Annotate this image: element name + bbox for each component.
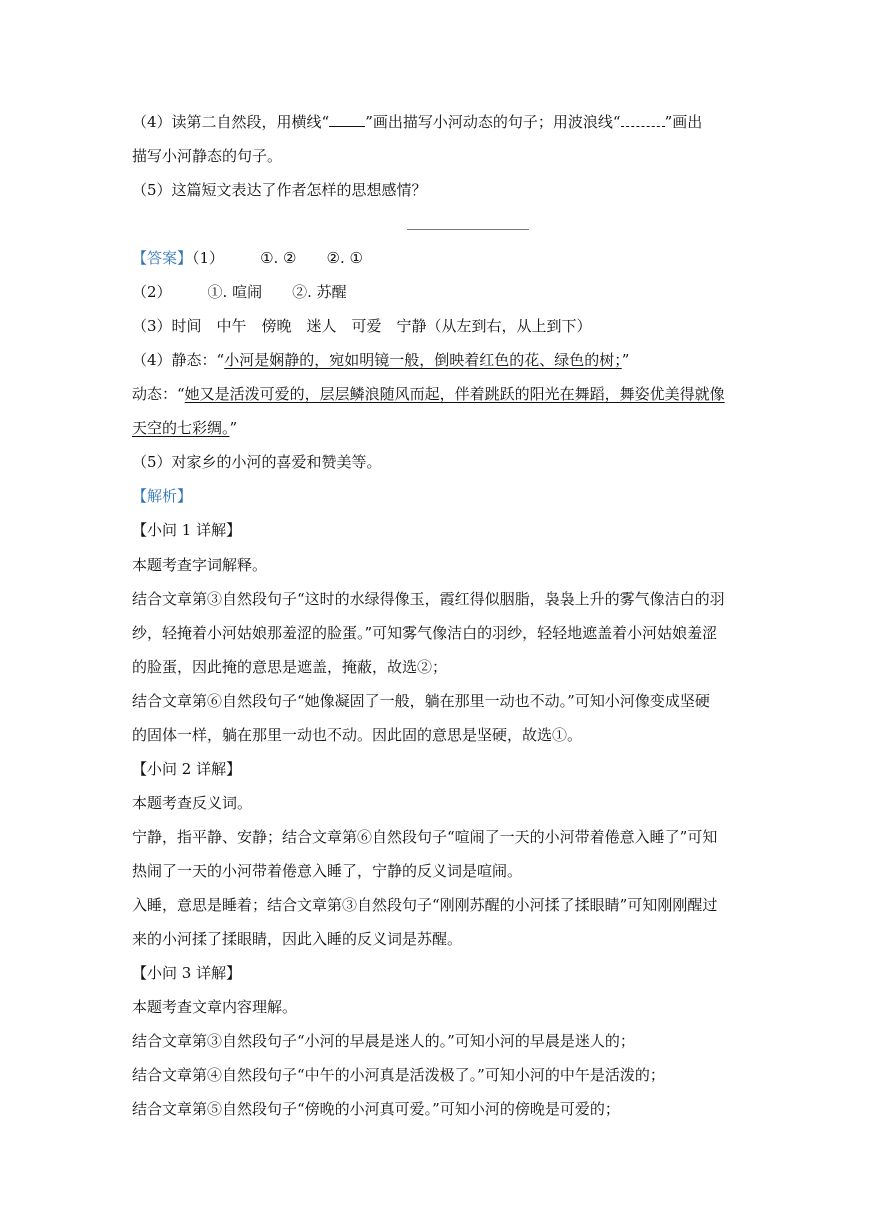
subquestion-2-line: 本题考查反义词。 bbox=[132, 794, 253, 812]
answer-label: 【答案】 bbox=[132, 249, 193, 267]
q4-prefix: （4）读第二自然段，用横线“ bbox=[132, 113, 330, 131]
answer-4-static bbox=[132, 350, 629, 370]
subquestion-1-title: 【小问 1 详解】 bbox=[132, 521, 242, 539]
answer-2-item-1: ①. 喧闹 bbox=[207, 283, 263, 301]
subquestion-2-line: 来的小河揉了揉眼睛，因此入睡的反义词是苏醒。 bbox=[132, 930, 463, 948]
subquestion-2-title: 【小问 2 详解】 bbox=[132, 760, 242, 778]
analysis-label: 【解析】 bbox=[132, 487, 193, 505]
answer-3: （3）时间 中午 傍晚 迷人 可爱 宁静（从左到右，从上到下） bbox=[132, 317, 592, 335]
q4-mid: ”画出描写小河动态的句子；用波浪线“ bbox=[365, 113, 621, 131]
subquestion-2-line: 入睡，意思是睡着；结合文章第③自然段句子“刚刚苏醒的小河揉了揉眼睛”可知刚刚醒过 bbox=[132, 896, 718, 914]
subquestion-1-line: 的脸蛋，因此掩的意思是遮盖，掩蔽，故选②； bbox=[132, 658, 448, 676]
subquestion-3-line: 结合文章第③自然段句子“小河的早晨是迷人的。”可知小河的早晨是迷人的； bbox=[132, 1032, 635, 1050]
answer-4-prefix: （4）静态：“ bbox=[132, 351, 225, 369]
answer-4-static-sentence: 小河是娴静的，宛如明镜一般，倒映着红色的花、绿色的树； bbox=[224, 351, 622, 369]
answer-2-item-2: ②. 苏醒 bbox=[292, 283, 347, 301]
subquestion-1-line: 本题考查字词解释。 bbox=[132, 556, 268, 574]
answer-line-1 bbox=[132, 248, 363, 268]
subquestion-3-line: 结合文章第⑤自然段句子“傍晚的小河真可爱。”可知小河的傍晚是可爱的； bbox=[132, 1100, 620, 1118]
wavy-line-sample bbox=[621, 113, 665, 127]
subquestion-1-line: 的固体一样，躺在那里一动也不动。因此固的意思是坚硬，故选①。 bbox=[132, 726, 583, 744]
subquestion-1-line: 纱，轻掩着小河姑娘那羞涩的脸蛋。”可知雾气像洁白的羽纱，轻轻地遮盖着小河姑娘羞涩 bbox=[132, 624, 718, 642]
answer-4-dynamic-end: ” bbox=[229, 419, 238, 437]
answer-4-dynamic-prefix: 动态：“ bbox=[132, 385, 185, 403]
question-4-line-2: 描写小河静态的句子。 bbox=[132, 147, 283, 165]
answer-5: （5）对家乡的小河的喜爱和赞美等。 bbox=[132, 453, 382, 471]
subquestion-1-line: 结合文章第③自然段句子“这时的水绿得像玉，霞红得似胭脂，袅袅上升的雾气像洁白的羽 bbox=[132, 590, 725, 608]
q4-suffix: ”画出 bbox=[664, 113, 703, 131]
straight-line-sample bbox=[329, 113, 365, 127]
subquestion-2-line: 热闹了一天的小河带着倦意入睡了，宁静的反义词是喧闹。 bbox=[132, 862, 523, 880]
answer-4-dynamic-line-1 bbox=[132, 384, 725, 404]
section-divider bbox=[407, 229, 529, 230]
subquestion-1-line: 结合文章第⑥自然段句子“她像凝固了一般，躺在那里一动也不动。”可知小河像变成坚硬 bbox=[132, 692, 710, 710]
question-5: （5）这篇短文表达了作者怎样的思想感情？ bbox=[132, 181, 427, 199]
answer-1-number: （1） bbox=[192, 249, 225, 267]
subquestion-3-title: 【小问 3 详解】 bbox=[132, 964, 242, 982]
subquestion-2-line: 宁静，指平静、安静；结合文章第⑥自然段句子“喧闹了一天的小河带着倦意入睡了”可知 bbox=[132, 828, 718, 846]
answer-4-dynamic-line-2 bbox=[132, 418, 237, 438]
question-4-line-1 bbox=[132, 112, 702, 132]
answer-1-item-1: ①. ② bbox=[260, 249, 297, 267]
answer-4-dynamic-sentence-2: 天空的七彩绸。 bbox=[132, 419, 230, 437]
subquestion-3-line: 本题考查文章内容理解。 bbox=[132, 998, 298, 1016]
subquestion-3-line: 结合文章第④自然段句子“中午的小河真是活泼极了。”可知小河的中午是活泼的； bbox=[132, 1066, 665, 1084]
answer-1-item-2: ②. ① bbox=[326, 249, 363, 267]
answer-line-2 bbox=[132, 282, 347, 302]
answer-2-number: （2） bbox=[132, 283, 172, 301]
answer-4-static-end: ” bbox=[621, 351, 630, 369]
answer-4-dynamic-sentence-1: 她又是活泼可爱的，层层鳞浪随风而起，伴着跳跃的阳光在舞蹈，舞姿优美得就像 bbox=[184, 385, 725, 403]
